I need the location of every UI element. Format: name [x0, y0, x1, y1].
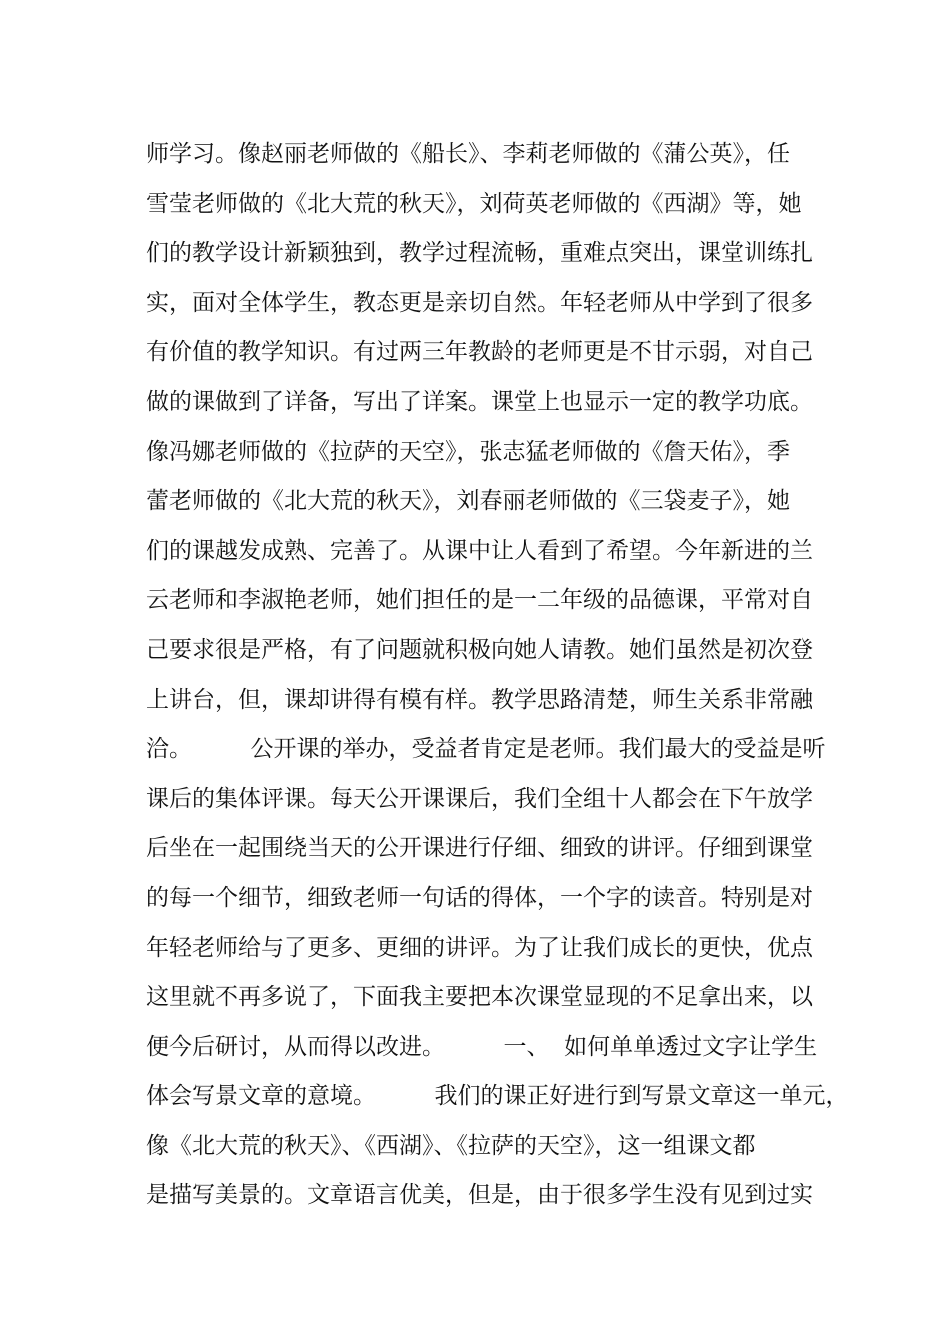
text-line: 是描写美景的。文章语言优美，但是，由于很多学生没有见到过实 — [146, 1182, 813, 1209]
text-line: 师学习。像赵丽老师做的《船长》、李莉老师做的《蒲公英》，任 — [146, 141, 790, 167]
text-line: 后坐在一起围绕当天的公开课进行仔细、细致的讲评。仔细到课堂 — [146, 835, 813, 862]
text-line: 年轻老师给与了更多、更细的讲评。为了让我们成长的更快，优点 — [146, 934, 813, 961]
text-line: 己要求很是严格，有了问题就积极向她人请教。她们虽然是初次登 — [146, 636, 813, 663]
text-line: 有价值的教学知识。有过两三年教龄的老师更是不甘示弱，对自己 — [146, 339, 813, 366]
text-line: 云老师和李淑艳老师，她们担任的是一二年级的品德课，平常对自 — [146, 587, 813, 614]
text-line: 像冯娜老师做的《拉萨的天空》，张志猛老师做的《詹天佑》，季 — [146, 438, 790, 465]
body-text — [146, 130, 849, 1221]
text-line: 们的教学设计新颖独到，教学过程流畅，重难点突出，课堂训练扎 — [146, 240, 813, 267]
text-line: 雪莹老师做的《北大荒的秋天》，刘荷英老师做的《西湖》等，她 — [146, 190, 802, 217]
text-line: 体会写景文章的意境。 我们的课正好进行到写景文章这一单元， — [146, 1083, 849, 1110]
text-line: 实，面对全体学生，教态更是亲切自然。年轻老师从中学到了很多 — [146, 289, 813, 316]
text-line: 们的课越发成熟、完善了。从课中让人看到了希望。今年新进的兰 — [146, 537, 813, 564]
text-line: 上讲台，但，课却讲得有模有样。教学思路清楚，师生关系非常融 — [146, 686, 813, 713]
text-line: 洽。 公开课的举办，受益者肯定是老师。我们最大的受益是听 — [146, 736, 826, 763]
text-line: 便今后研讨，从而得以改进。 一、 如何单单透过文字让学生 — [146, 1033, 818, 1060]
text-line: 的每一个细节，细致老师一句话的得体，一个字的读音。特别是对 — [146, 884, 813, 911]
text-line: 像《北大荒的秋天》、《西湖》、《拉萨的天空》，这一组课文都 — [146, 1132, 756, 1159]
text-line: 做的课做到了详备，写出了详案。课堂上也显示一定的教学功底。 — [146, 388, 813, 415]
text-line: 蕾老师做的《北大荒的秋天》，刘春丽老师做的《三袋麦子》，她 — [146, 488, 790, 515]
text-line: 这里就不再多说了，下面我主要把本次课堂显现的不足拿出来，以 — [146, 984, 813, 1011]
text-line: 课后的集体评课。每天公开课课后，我们全组十人都会在下午放学 — [146, 785, 813, 812]
